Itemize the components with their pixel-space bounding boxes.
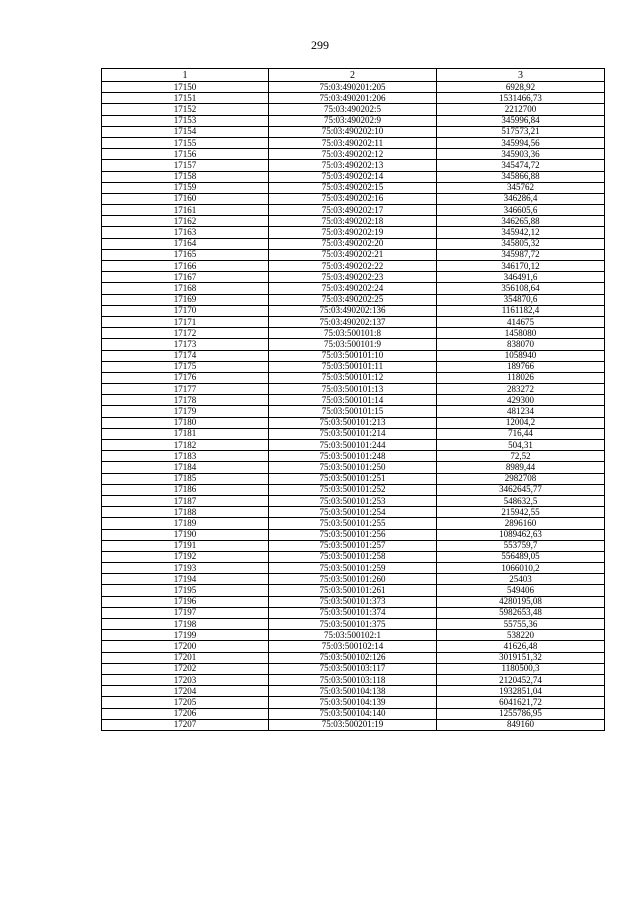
table-row bbox=[102, 305, 605, 316]
cadastral-number-cell: 75:03:490201:206 bbox=[269, 93, 437, 104]
table-row bbox=[102, 619, 605, 630]
table-row bbox=[102, 115, 605, 126]
table-row bbox=[102, 339, 605, 350]
table-row bbox=[102, 473, 605, 484]
value-cell: 346286,4 bbox=[437, 193, 605, 204]
cadastral-number-cell: 75:03:500101:254 bbox=[269, 507, 437, 518]
table-row bbox=[102, 719, 605, 730]
value-cell: 346605,6 bbox=[437, 205, 605, 216]
cadastral-number-cell: 75:03:500101:11 bbox=[269, 361, 437, 372]
value-cell: 345474,72 bbox=[437, 160, 605, 171]
value-cell: 12004,2 bbox=[437, 417, 605, 428]
table-row bbox=[102, 182, 605, 193]
cadastral-number-cell: 75:03:500101:10 bbox=[269, 350, 437, 361]
cadastral-number-cell: 75:03:490201:205 bbox=[269, 82, 437, 93]
value-cell: 5982653,48 bbox=[437, 607, 605, 618]
row-number-cell: 17194 bbox=[102, 574, 269, 585]
row-number-cell: 17167 bbox=[102, 272, 269, 283]
value-cell: 345866,88 bbox=[437, 171, 605, 182]
cadastral-number-cell: 75:03:500101:8 bbox=[269, 328, 437, 339]
cadastral-number-cell: 75:03:500101:375 bbox=[269, 619, 437, 630]
cadastral-number-cell: 75:03:500101:250 bbox=[269, 462, 437, 473]
value-cell: 354870,6 bbox=[437, 294, 605, 305]
cadastral-number-cell: 75:03:500104:138 bbox=[269, 686, 437, 697]
value-cell: 2896160 bbox=[437, 518, 605, 529]
table-row bbox=[102, 160, 605, 171]
cadastral-number-cell: 75:03:490202:16 bbox=[269, 193, 437, 204]
cadastral-number-cell: 75:03:500101:213 bbox=[269, 417, 437, 428]
cadastral-number-cell: 75:03:500102:126 bbox=[269, 652, 437, 663]
table-row bbox=[102, 462, 605, 473]
cadastral-number-cell: 75:03:500101:257 bbox=[269, 540, 437, 551]
row-number-cell: 17168 bbox=[102, 283, 269, 294]
column-header-1: 1 bbox=[102, 69, 269, 82]
value-cell: 356108,64 bbox=[437, 283, 605, 294]
cadastral-number-cell: 75:03:500101:253 bbox=[269, 495, 437, 506]
value-cell: 1180500,3 bbox=[437, 663, 605, 674]
row-number-cell: 17207 bbox=[102, 719, 269, 730]
row-number-cell: 17181 bbox=[102, 428, 269, 439]
table-row bbox=[102, 708, 605, 719]
row-number-cell: 17186 bbox=[102, 484, 269, 495]
value-cell: 346170,12 bbox=[437, 261, 605, 272]
cadastral-number-cell: 75:03:490202:137 bbox=[269, 316, 437, 327]
row-number-cell: 17182 bbox=[102, 440, 269, 451]
cadastral-number-cell: 75:03:500201:19 bbox=[269, 719, 437, 730]
table-row bbox=[102, 551, 605, 562]
cadastral-number-cell: 75:03:490202:18 bbox=[269, 216, 437, 227]
table-row bbox=[102, 495, 605, 506]
cadastral-number-cell: 75:03:500101:251 bbox=[269, 473, 437, 484]
value-cell: 849160 bbox=[437, 719, 605, 730]
row-number-cell: 17155 bbox=[102, 137, 269, 148]
table-row bbox=[102, 261, 605, 272]
table-row bbox=[102, 361, 605, 372]
cadastral-number-cell: 75:03:500101:373 bbox=[269, 596, 437, 607]
value-cell: 346491,6 bbox=[437, 272, 605, 283]
row-number-cell: 17196 bbox=[102, 596, 269, 607]
table-row bbox=[102, 294, 605, 305]
value-cell: 345994,56 bbox=[437, 137, 605, 148]
row-number-cell: 17171 bbox=[102, 316, 269, 327]
row-number-cell: 17199 bbox=[102, 630, 269, 641]
table-row bbox=[102, 518, 605, 529]
cadastral-number-cell: 75:03:500101:255 bbox=[269, 518, 437, 529]
table-row bbox=[102, 227, 605, 238]
value-cell: 345987,72 bbox=[437, 249, 605, 260]
cadastral-number-cell: 75:03:500101:14 bbox=[269, 395, 437, 406]
value-cell: 55755,36 bbox=[437, 619, 605, 630]
value-cell: 118026 bbox=[437, 372, 605, 383]
value-cell: 556489,05 bbox=[437, 551, 605, 562]
table-row bbox=[102, 630, 605, 641]
value-cell: 538220 bbox=[437, 630, 605, 641]
value-cell: 3019151,32 bbox=[437, 652, 605, 663]
value-cell: 3462645,77 bbox=[437, 484, 605, 495]
cadastral-number-cell: 75:03:500101:13 bbox=[269, 384, 437, 395]
cadastral-number-cell: 75:03:490202:21 bbox=[269, 249, 437, 260]
row-number-cell: 17195 bbox=[102, 585, 269, 596]
row-number-cell: 17156 bbox=[102, 149, 269, 160]
table-row bbox=[102, 238, 605, 249]
cadastral-number-cell: 75:03:490202:10 bbox=[269, 126, 437, 137]
table-row bbox=[102, 406, 605, 417]
value-cell: 2982708 bbox=[437, 473, 605, 484]
value-cell: 414675 bbox=[437, 316, 605, 327]
row-number-cell: 17202 bbox=[102, 663, 269, 674]
row-number-cell: 17152 bbox=[102, 104, 269, 115]
value-cell: 215942,55 bbox=[437, 507, 605, 518]
table-row bbox=[102, 82, 605, 93]
cadastral-number-cell: 75:03:500104:139 bbox=[269, 697, 437, 708]
cadastral-number-cell: 75:03:500101:252 bbox=[269, 484, 437, 495]
table-row bbox=[102, 193, 605, 204]
row-number-cell: 17153 bbox=[102, 115, 269, 126]
registry-table bbox=[101, 68, 605, 731]
table-row bbox=[102, 249, 605, 260]
table-row bbox=[102, 104, 605, 115]
cadastral-number-cell: 75:03:490202:24 bbox=[269, 283, 437, 294]
cadastral-number-cell: 75:03:500102:1 bbox=[269, 630, 437, 641]
value-cell: 72,52 bbox=[437, 451, 605, 462]
value-cell: 1161182,4 bbox=[437, 305, 605, 316]
cadastral-number-cell: 75:03:500103:117 bbox=[269, 663, 437, 674]
table-row bbox=[102, 272, 605, 283]
cadastral-number-cell: 75:03:500101:374 bbox=[269, 607, 437, 618]
table-row bbox=[102, 149, 605, 160]
row-number-cell: 17165 bbox=[102, 249, 269, 260]
row-number-cell: 17188 bbox=[102, 507, 269, 518]
cadastral-number-cell: 75:03:490202:19 bbox=[269, 227, 437, 238]
row-number-cell: 17157 bbox=[102, 160, 269, 171]
row-number-cell: 17164 bbox=[102, 238, 269, 249]
table-row bbox=[102, 686, 605, 697]
value-cell: 549406 bbox=[437, 585, 605, 596]
value-cell: 25403 bbox=[437, 574, 605, 585]
cadastral-number-cell: 75:03:500101:244 bbox=[269, 440, 437, 451]
cadastral-number-cell: 75:03:500101:214 bbox=[269, 428, 437, 439]
row-number-cell: 17175 bbox=[102, 361, 269, 372]
cadastral-number-cell: 75:03:500101:260 bbox=[269, 574, 437, 585]
table-row bbox=[102, 205, 605, 216]
cadastral-number-cell: 75:03:500101:259 bbox=[269, 563, 437, 574]
table-row bbox=[102, 563, 605, 574]
table-row bbox=[102, 596, 605, 607]
cadastral-number-cell: 75:03:500103:118 bbox=[269, 674, 437, 685]
table-row bbox=[102, 428, 605, 439]
row-number-cell: 17158 bbox=[102, 171, 269, 182]
row-number-cell: 17206 bbox=[102, 708, 269, 719]
cadastral-number-cell: 75:03:490202:136 bbox=[269, 305, 437, 316]
value-cell: 346265,88 bbox=[437, 216, 605, 227]
table-row bbox=[102, 540, 605, 551]
row-number-cell: 17193 bbox=[102, 563, 269, 574]
row-number-cell: 17173 bbox=[102, 339, 269, 350]
row-number-cell: 17161 bbox=[102, 205, 269, 216]
value-cell: 838070 bbox=[437, 339, 605, 350]
row-number-cell: 17179 bbox=[102, 406, 269, 417]
value-cell: 1058940 bbox=[437, 350, 605, 361]
table-row bbox=[102, 451, 605, 462]
cadastral-number-cell: 75:03:490202:9 bbox=[269, 115, 437, 126]
table-row bbox=[102, 697, 605, 708]
value-cell: 1458080 bbox=[437, 328, 605, 339]
table-row bbox=[102, 316, 605, 327]
value-cell: 429300 bbox=[437, 395, 605, 406]
value-cell: 345805,32 bbox=[437, 238, 605, 249]
row-number-cell: 17170 bbox=[102, 305, 269, 316]
value-cell: 517573,21 bbox=[437, 126, 605, 137]
value-cell: 2212700 bbox=[437, 104, 605, 115]
value-cell: 283272 bbox=[437, 384, 605, 395]
column-header-2: 2 bbox=[269, 69, 437, 82]
value-cell: 345762 bbox=[437, 182, 605, 193]
value-cell: 345996,84 bbox=[437, 115, 605, 126]
table-row bbox=[102, 126, 605, 137]
value-cell: 2120452,74 bbox=[437, 674, 605, 685]
row-number-cell: 17174 bbox=[102, 350, 269, 361]
value-cell: 1255786,95 bbox=[437, 708, 605, 719]
cadastral-number-cell: 75:03:500101:12 bbox=[269, 372, 437, 383]
value-cell: 8989,44 bbox=[437, 462, 605, 473]
cadastral-number-cell: 75:03:490202:20 bbox=[269, 238, 437, 249]
table-row bbox=[102, 171, 605, 182]
cadastral-number-cell: 75:03:490202:25 bbox=[269, 294, 437, 305]
value-cell: 345942,12 bbox=[437, 227, 605, 238]
table-body bbox=[102, 82, 605, 731]
table-row bbox=[102, 417, 605, 428]
row-number-cell: 17159 bbox=[102, 182, 269, 193]
cadastral-number-cell: 75:03:490202:22 bbox=[269, 261, 437, 272]
row-number-cell: 17172 bbox=[102, 328, 269, 339]
row-number-cell: 17198 bbox=[102, 619, 269, 630]
row-number-cell: 17184 bbox=[102, 462, 269, 473]
row-number-cell: 17178 bbox=[102, 395, 269, 406]
row-number-cell: 17154 bbox=[102, 126, 269, 137]
table-row bbox=[102, 641, 605, 652]
row-number-cell: 17191 bbox=[102, 540, 269, 551]
cadastral-number-cell: 75:03:500101:15 bbox=[269, 406, 437, 417]
row-number-cell: 17200 bbox=[102, 641, 269, 652]
row-number-cell: 17205 bbox=[102, 697, 269, 708]
row-number-cell: 17180 bbox=[102, 417, 269, 428]
table-row bbox=[102, 216, 605, 227]
value-cell: 553759,7 bbox=[437, 540, 605, 551]
row-number-cell: 17150 bbox=[102, 82, 269, 93]
row-number-cell: 17203 bbox=[102, 674, 269, 685]
row-number-cell: 17190 bbox=[102, 529, 269, 540]
cadastral-number-cell: 75:03:500104:140 bbox=[269, 708, 437, 719]
value-cell: 6928,92 bbox=[437, 82, 605, 93]
table-row bbox=[102, 372, 605, 383]
value-cell: 1066010,2 bbox=[437, 563, 605, 574]
value-cell: 189766 bbox=[437, 361, 605, 372]
table-row bbox=[102, 529, 605, 540]
table-row bbox=[102, 93, 605, 104]
row-number-cell: 17201 bbox=[102, 652, 269, 663]
row-number-cell: 17187 bbox=[102, 495, 269, 506]
table-row bbox=[102, 283, 605, 294]
row-number-cell: 17163 bbox=[102, 227, 269, 238]
value-cell: 1531466,73 bbox=[437, 93, 605, 104]
row-number-cell: 17169 bbox=[102, 294, 269, 305]
cadastral-number-cell: 75:03:500101:256 bbox=[269, 529, 437, 540]
table-row bbox=[102, 607, 605, 618]
cadastral-number-cell: 75:03:490202:5 bbox=[269, 104, 437, 115]
header-row bbox=[102, 69, 605, 82]
row-number-cell: 17192 bbox=[102, 551, 269, 562]
table-row bbox=[102, 574, 605, 585]
value-cell: 481234 bbox=[437, 406, 605, 417]
row-number-cell: 17162 bbox=[102, 216, 269, 227]
column-header-3: 3 bbox=[437, 69, 605, 82]
row-number-cell: 17189 bbox=[102, 518, 269, 529]
table-row bbox=[102, 652, 605, 663]
value-cell: 504,31 bbox=[437, 440, 605, 451]
table-row bbox=[102, 328, 605, 339]
value-cell: 345903,36 bbox=[437, 149, 605, 160]
cadastral-number-cell: 75:03:490202:11 bbox=[269, 137, 437, 148]
value-cell: 6041621,72 bbox=[437, 697, 605, 708]
table-row bbox=[102, 384, 605, 395]
cadastral-number-cell: 75:03:490202:23 bbox=[269, 272, 437, 283]
table-row bbox=[102, 350, 605, 361]
row-number-cell: 17160 bbox=[102, 193, 269, 204]
cadastral-number-cell: 75:03:490202:15 bbox=[269, 182, 437, 193]
value-cell: 716,44 bbox=[437, 428, 605, 439]
row-number-cell: 17185 bbox=[102, 473, 269, 484]
table-header bbox=[102, 69, 605, 82]
cadastral-number-cell: 75:03:490202:12 bbox=[269, 149, 437, 160]
value-cell: 1932851,04 bbox=[437, 686, 605, 697]
table-row bbox=[102, 663, 605, 674]
table-row bbox=[102, 484, 605, 495]
value-cell: 41626,48 bbox=[437, 641, 605, 652]
row-number-cell: 17151 bbox=[102, 93, 269, 104]
cadastral-number-cell: 75:03:500101:261 bbox=[269, 585, 437, 596]
table-row bbox=[102, 674, 605, 685]
value-cell: 4280195,08 bbox=[437, 596, 605, 607]
row-number-cell: 17166 bbox=[102, 261, 269, 272]
row-number-cell: 17183 bbox=[102, 451, 269, 462]
table-row bbox=[102, 507, 605, 518]
value-cell: 1089462,63 bbox=[437, 529, 605, 540]
cadastral-number-cell: 75:03:500102:14 bbox=[269, 641, 437, 652]
row-number-cell: 17204 bbox=[102, 686, 269, 697]
row-number-cell: 17197 bbox=[102, 607, 269, 618]
table-row bbox=[102, 585, 605, 596]
cadastral-number-cell: 75:03:490202:17 bbox=[269, 205, 437, 216]
row-number-cell: 17177 bbox=[102, 384, 269, 395]
cadastral-number-cell: 75:03:500101:9 bbox=[269, 339, 437, 350]
row-number-cell: 17176 bbox=[102, 372, 269, 383]
value-cell: 548632,5 bbox=[437, 495, 605, 506]
table-row bbox=[102, 440, 605, 451]
table-row bbox=[102, 395, 605, 406]
cadastral-number-cell: 75:03:490202:13 bbox=[269, 160, 437, 171]
cadastral-number-cell: 75:03:500101:248 bbox=[269, 451, 437, 462]
cadastral-number-cell: 75:03:500101:258 bbox=[269, 551, 437, 562]
table-row bbox=[102, 137, 605, 148]
page-number: 299 bbox=[311, 38, 329, 52]
cadastral-number-cell: 75:03:490202:14 bbox=[269, 171, 437, 182]
